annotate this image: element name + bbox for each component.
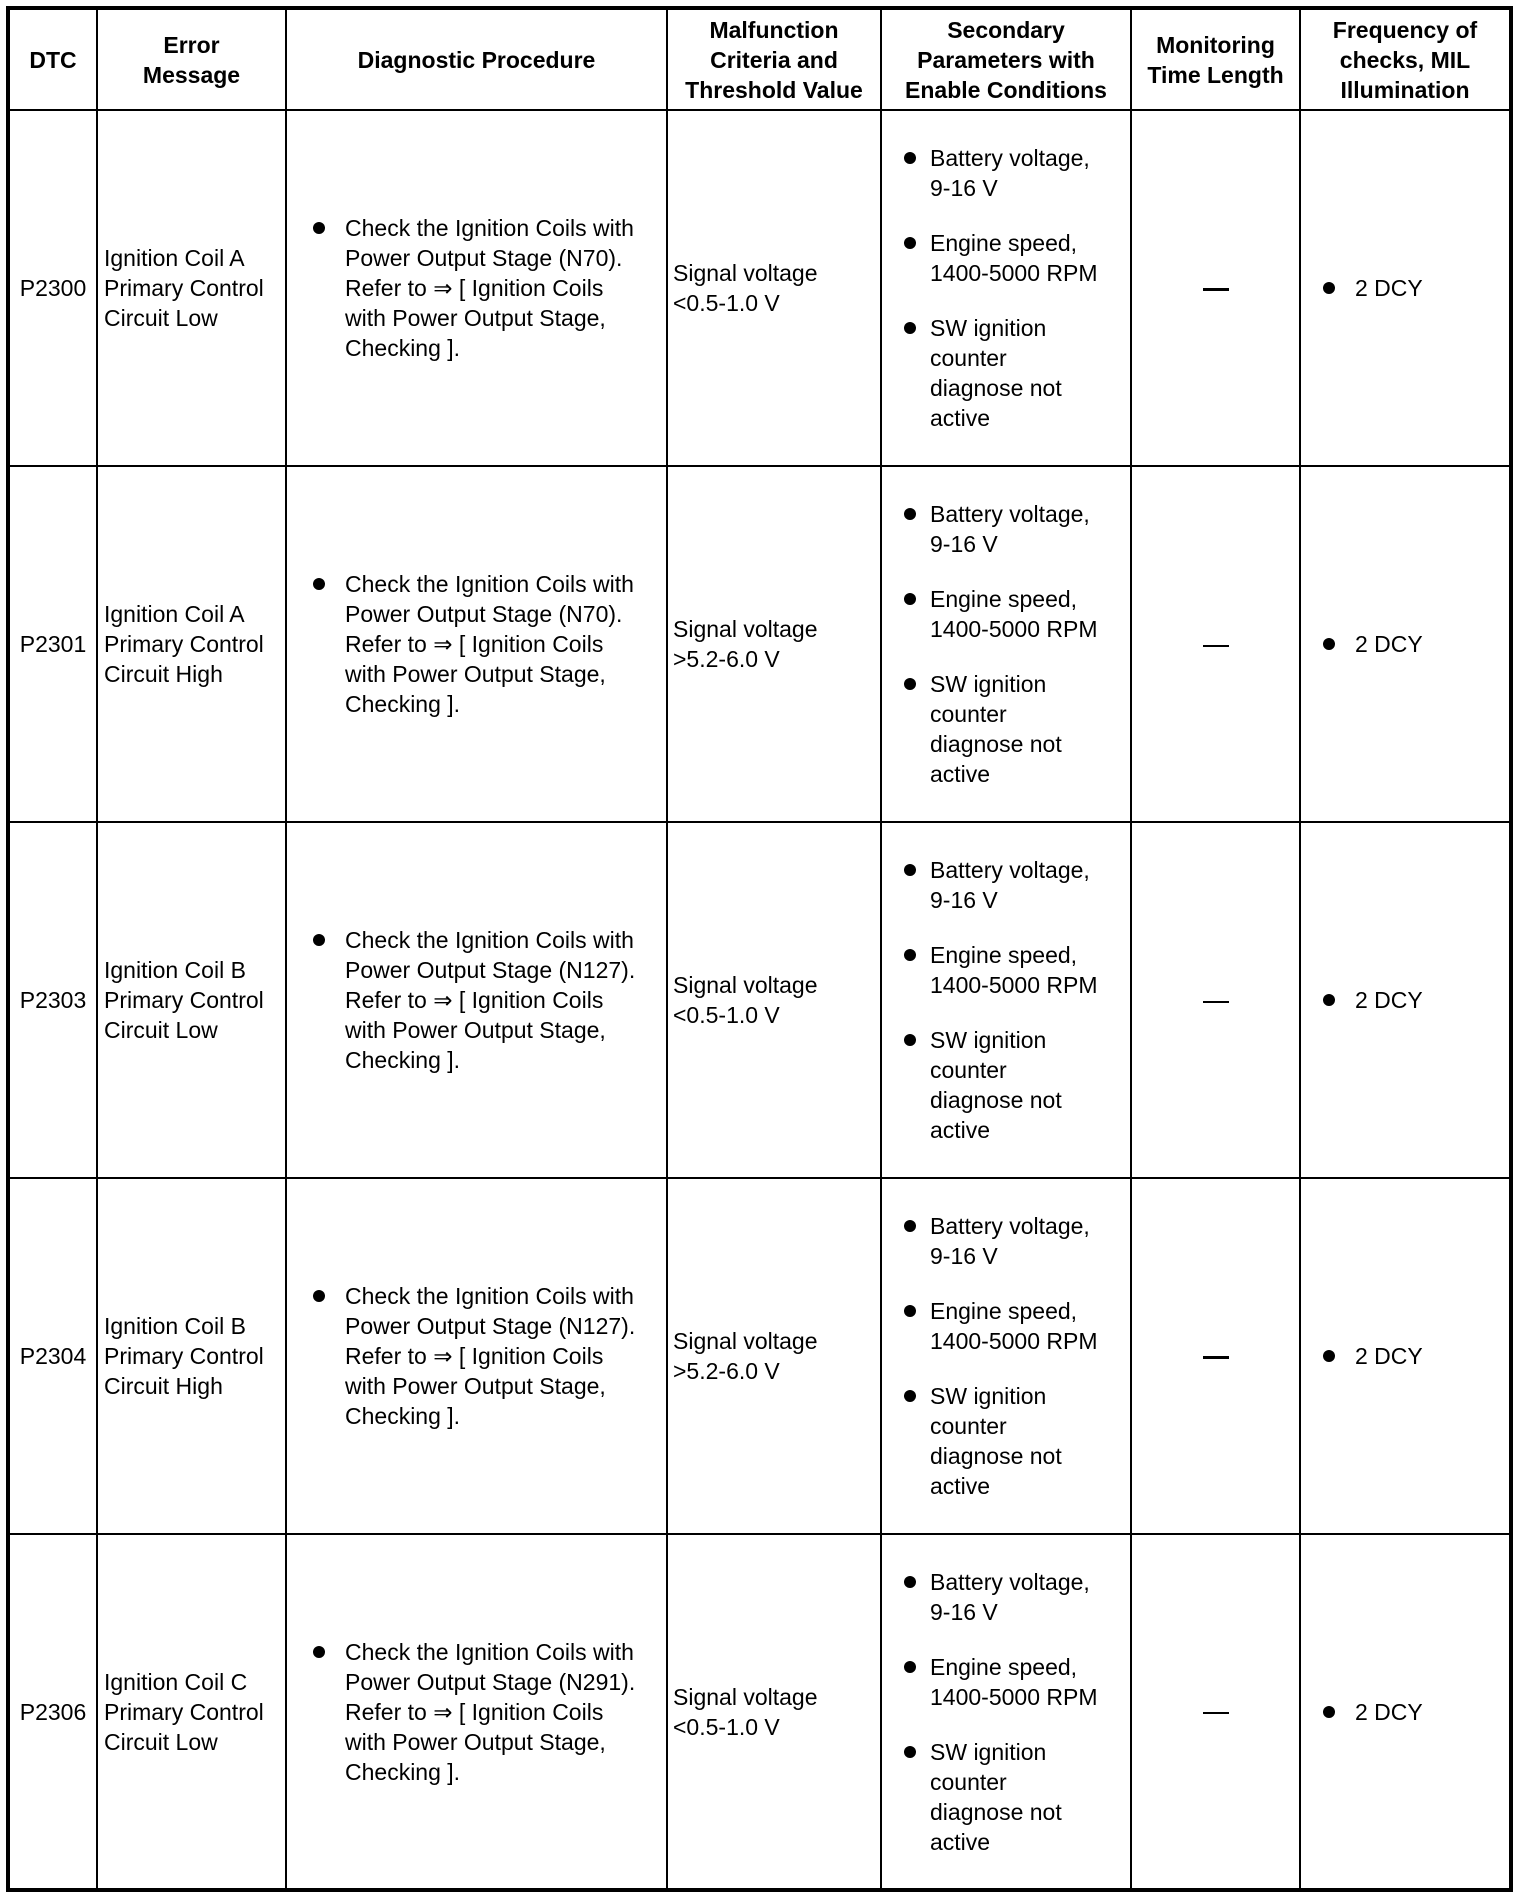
secondary-parameters (881, 110, 1131, 466)
secondary-item: Engine speed, 1400-5000 RPM (898, 1652, 1124, 1712)
diagnostic-procedure (286, 1534, 667, 1890)
header-secondary-parameters: Secondary Parameters with Enable Conditions (881, 8, 1131, 110)
malfunction-criteria: Signal voltage >5.2-6.0 V (667, 1178, 881, 1534)
frequency (1300, 110, 1511, 466)
secondary-item: Battery voltage, 9-16 V (898, 855, 1124, 915)
procedure-item: Check the Ignition Coils with Power Output Stage (N291). Refer to ⇒ [ Ignition Coils with Power Output Stage, Checking ]. (309, 1637, 660, 1787)
secondary-item: Engine speed, 1400-5000 RPM (898, 584, 1124, 644)
em-dash-icon (1203, 1712, 1229, 1714)
secondary-item: Battery voltage, 9-16 V (898, 1567, 1124, 1627)
diagnostic-procedure (286, 1178, 667, 1534)
dtc-code: P2300 (8, 110, 97, 466)
secondary-parameters (881, 466, 1131, 822)
error-message: Ignition Coil C Primary Control Circuit Low (97, 1534, 286, 1890)
secondary-item: SW ignition counter diagnose not active (898, 1737, 1124, 1857)
frequency (1300, 822, 1511, 1178)
secondary-item: SW ignition counter diagnose not active (898, 1381, 1124, 1501)
procedure-item: Check the Ignition Coils with Power Output Stage (N70). Refer to ⇒ [ Ignition Coils with Power Output Stage, Checking ]. (309, 569, 660, 719)
secondary-item: Engine speed, 1400-5000 RPM (898, 228, 1124, 288)
secondary-parameters (881, 1178, 1131, 1534)
header-dtc: DTC (8, 8, 97, 110)
monitoring-time (1131, 466, 1300, 822)
dtc-code: P2303 (8, 822, 97, 1178)
header-error-message: Error Message (97, 8, 286, 110)
em-dash-icon (1203, 645, 1229, 647)
table-row (8, 822, 1511, 1178)
secondary-item: SW ignition counter diagnose not active (898, 1025, 1124, 1145)
monitoring-time (1131, 110, 1300, 466)
monitoring-time (1131, 822, 1300, 1178)
secondary-parameters (881, 822, 1131, 1178)
malfunction-criteria: Signal voltage <0.5-1.0 V (667, 1534, 881, 1890)
em-dash-icon (1203, 288, 1229, 291)
table-row (8, 110, 1511, 466)
secondary-item: Battery voltage, 9-16 V (898, 499, 1124, 559)
secondary-item: Engine speed, 1400-5000 RPM (898, 1296, 1124, 1356)
header-malfunction-criteria: Malfunction Criteria and Threshold Value (667, 8, 881, 110)
malfunction-criteria: Signal voltage >5.2-6.0 V (667, 466, 881, 822)
diagnostic-procedure (286, 110, 667, 466)
frequency (1300, 466, 1511, 822)
malfunction-criteria: Signal voltage <0.5-1.0 V (667, 822, 881, 1178)
monitoring-time (1131, 1178, 1300, 1534)
diagnostic-procedure (286, 466, 667, 822)
table-row (8, 466, 1511, 822)
secondary-item: SW ignition counter diagnose not active (898, 669, 1124, 789)
error-message: Ignition Coil B Primary Control Circuit High (97, 1178, 286, 1534)
secondary-parameters (881, 1534, 1131, 1890)
frequency-item: 2 DCY (1319, 273, 1503, 303)
em-dash-icon (1203, 1001, 1229, 1003)
dtc-code: P2304 (8, 1178, 97, 1534)
frequency (1300, 1534, 1511, 1890)
dtc-table (6, 6, 1513, 1892)
frequency-item: 2 DCY (1319, 985, 1503, 1015)
header-row (8, 8, 1511, 110)
frequency-item: 2 DCY (1319, 1697, 1503, 1727)
frequency-item: 2 DCY (1319, 1341, 1503, 1371)
frequency-item: 2 DCY (1319, 629, 1503, 659)
dtc-code: P2306 (8, 1534, 97, 1890)
diagnostic-procedure (286, 822, 667, 1178)
header-monitoring-time: Monitoring Time Length (1131, 8, 1300, 110)
em-dash-icon (1203, 1356, 1229, 1359)
error-message: Ignition Coil A Primary Control Circuit Low (97, 110, 286, 466)
secondary-item: Battery voltage, 9-16 V (898, 143, 1124, 203)
procedure-item: Check the Ignition Coils with Power Output Stage (N127). Refer to ⇒ [ Ignition Coils with Power Output Stage, Checking ]. (309, 1281, 660, 1431)
error-message: Ignition Coil B Primary Control Circuit Low (97, 822, 286, 1178)
procedure-item: Check the Ignition Coils with Power Output Stage (N127). Refer to ⇒ [ Ignition Coils with Power Output Stage, Checking ]. (309, 925, 660, 1075)
frequency (1300, 1178, 1511, 1534)
secondary-item: Battery voltage, 9-16 V (898, 1211, 1124, 1271)
malfunction-criteria: Signal voltage <0.5-1.0 V (667, 110, 881, 466)
secondary-item: Engine speed, 1400-5000 RPM (898, 940, 1124, 1000)
procedure-item: Check the Ignition Coils with Power Output Stage (N70). Refer to ⇒ [ Ignition Coils with Power Output Stage, Checking ]. (309, 213, 660, 363)
table-row (8, 1178, 1511, 1534)
error-message: Ignition Coil A Primary Control Circuit High (97, 466, 286, 822)
monitoring-time (1131, 1534, 1300, 1890)
header-frequency: Frequency of checks, MIL Illumination (1300, 8, 1511, 110)
secondary-item: SW ignition counter diagnose not active (898, 313, 1124, 433)
table-row (8, 1534, 1511, 1890)
dtc-code: P2301 (8, 466, 97, 822)
header-diagnostic-procedure: Diagnostic Procedure (286, 8, 667, 110)
